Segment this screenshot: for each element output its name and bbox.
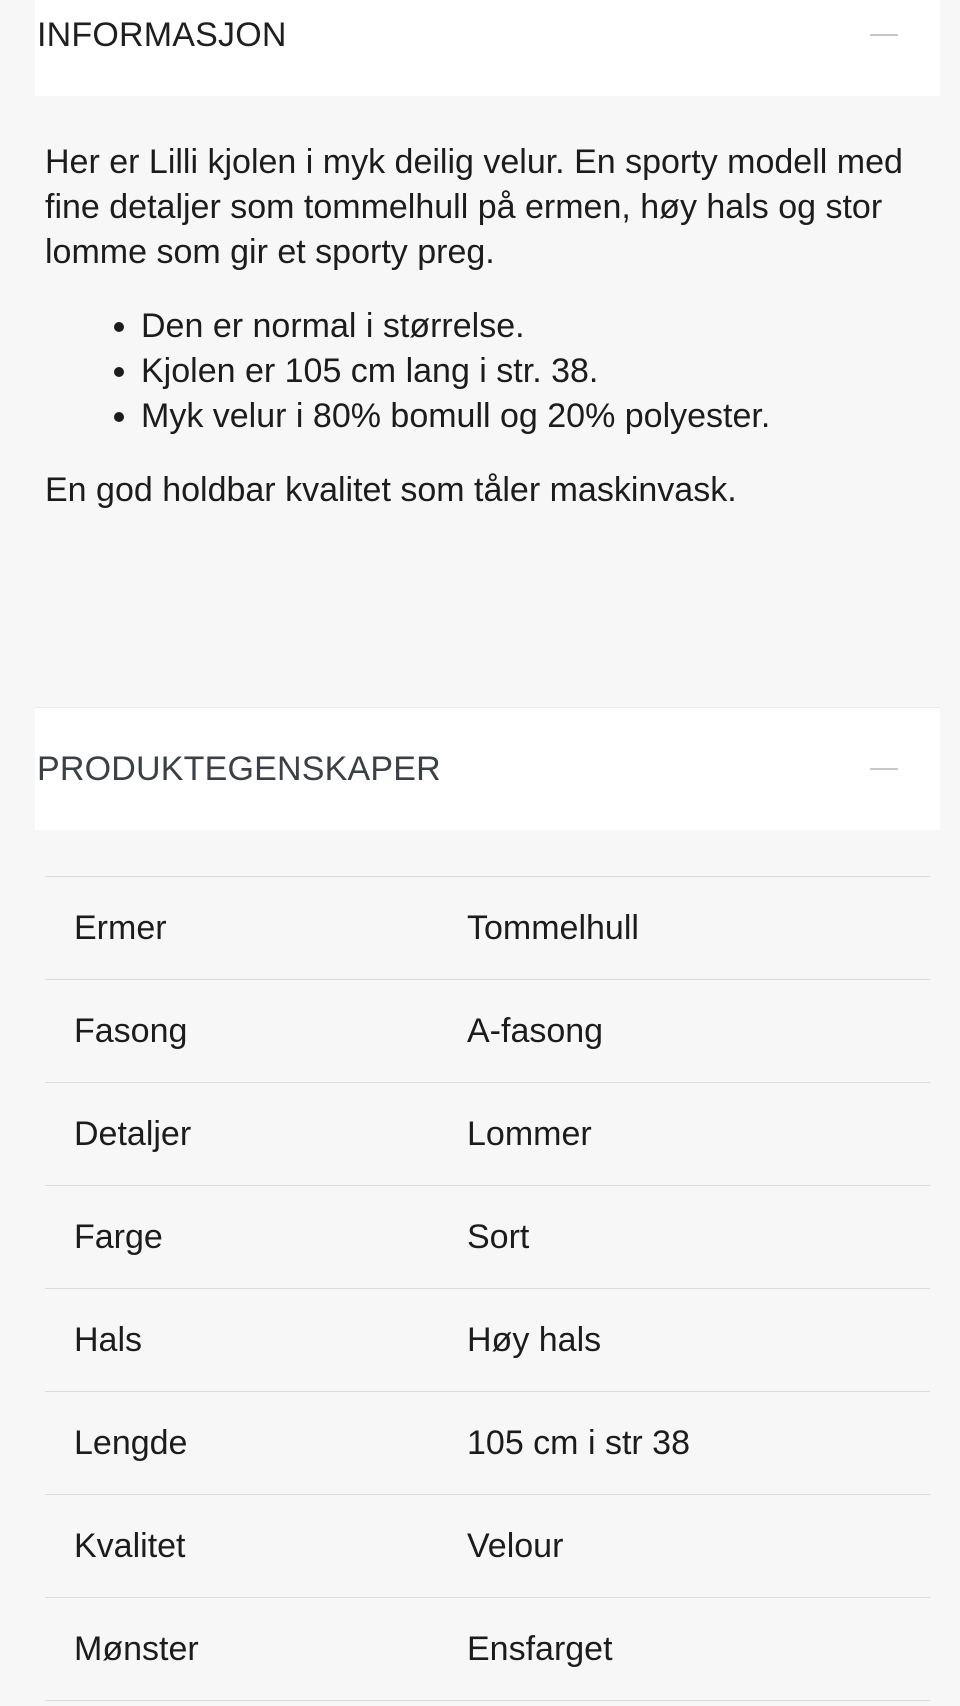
property-value: Velour <box>467 1526 564 1565</box>
property-name: Farge <box>74 1217 163 1256</box>
properties-accordion-header[interactable] <box>35 707 940 830</box>
minus-icon[interactable] <box>870 34 898 36</box>
property-name: Hals <box>74 1320 143 1359</box>
information-outro: En god holdbar kvalitet som tåler maskinvask. <box>45 471 737 509</box>
minus-icon[interactable] <box>870 768 898 770</box>
information-accordion-header[interactable] <box>35 0 940 96</box>
table-row <box>45 1495 930 1598</box>
property-value: Høy hals <box>467 1320 602 1359</box>
table-row <box>45 980 930 1083</box>
property-name: Lengde <box>74 1423 188 1462</box>
table-row <box>45 1392 930 1495</box>
property-name: Kvalitet <box>74 1526 186 1565</box>
information-intro: Her er Lilli kjolen i myk deilig velur. En sporty modell med fine detaljer som tommelhull på ermen, høy hals og stor lomme som gir et sporty preg. <box>45 143 903 271</box>
property-value: Lommer <box>467 1114 592 1153</box>
table-row <box>45 1289 930 1392</box>
property-value: Tommelhull <box>467 908 639 947</box>
property-value: Ensfarget <box>467 1629 613 1668</box>
property-name: Mønster <box>74 1629 199 1668</box>
property-name: Fasong <box>74 1011 188 1050</box>
table-row <box>45 1598 930 1701</box>
table-row <box>45 1186 930 1289</box>
property-name: Detaljer <box>74 1114 192 1153</box>
list-item: • Den er normal i størrelse. <box>141 304 925 349</box>
list-item: • Myk velur i 80% bomull og 20% polyester. <box>141 394 925 439</box>
information-bullet-list <box>45 304 925 439</box>
properties-title: PRODUKTEGENSKAPER <box>37 749 441 788</box>
property-value: 105 cm i str 38 <box>467 1423 690 1462</box>
property-value: Sort <box>467 1217 530 1256</box>
property-name: Ermer <box>74 908 167 947</box>
information-title: INFORMASJON <box>37 15 287 54</box>
properties-table <box>45 876 930 1701</box>
property-value: A-fasong <box>467 1011 604 1050</box>
list-item: • Kjolen er 105 cm lang i str. 38. <box>141 349 925 394</box>
table-row <box>45 877 930 980</box>
table-row <box>45 1083 930 1186</box>
information-content <box>45 140 925 513</box>
